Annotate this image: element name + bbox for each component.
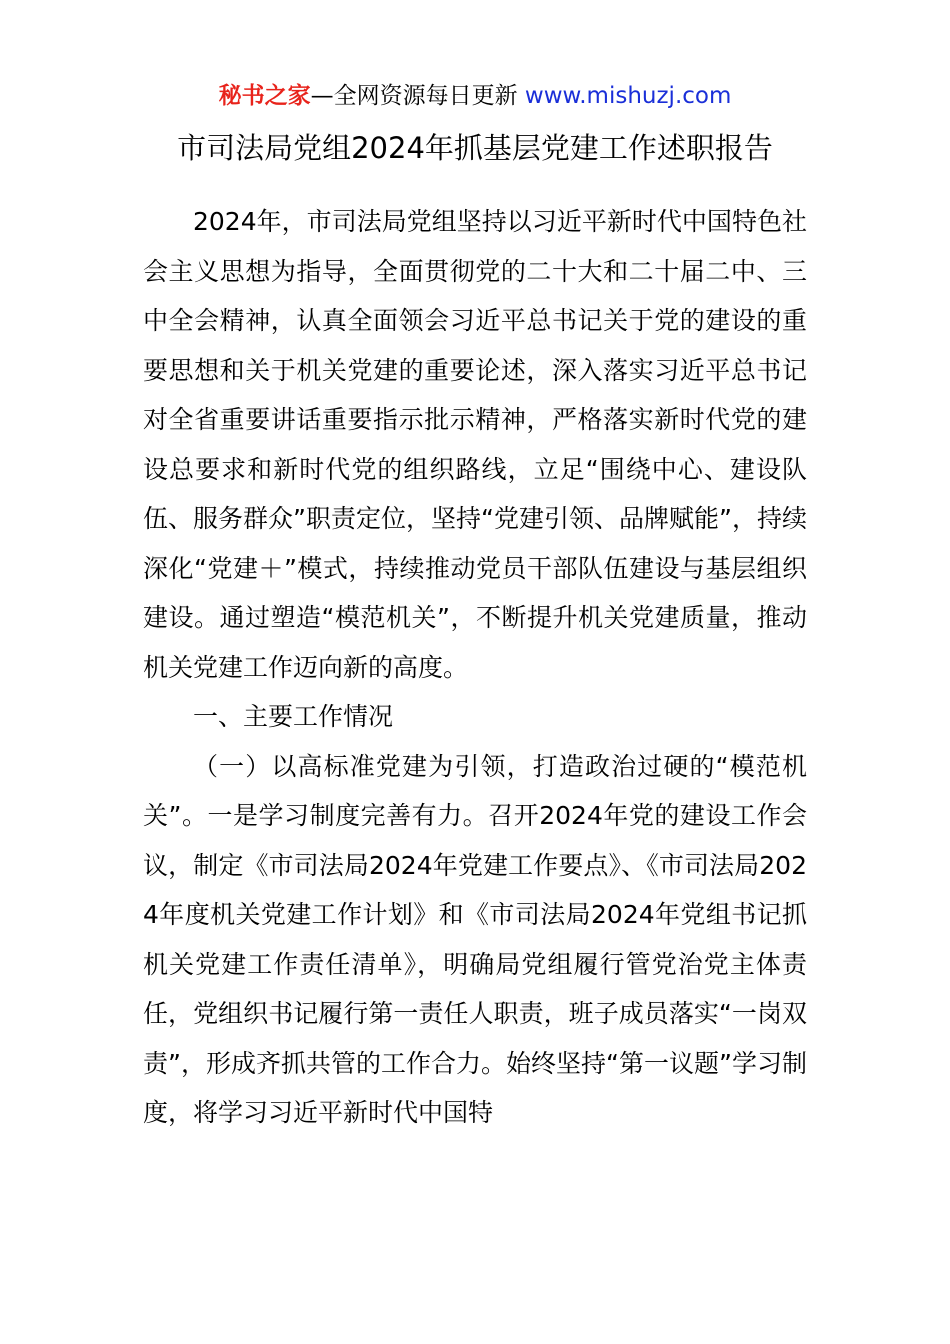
document-title: 市司法局党组2024年抓基层党建工作述职报告 [177, 131, 773, 165]
intro-paragraph: 2024年，市司法局党组坚持以习近平新时代中国特色社会主义思想为指导，全面贯彻党的二十大和二十届二中、三中全会精神，认真全面领会习近平总书记关于党的建设的重要思想和关于机关党建的重要论述，深入落实习近平总书记对全省重要讲话重要指示批示精神，严格落实新时代党的建设总要求和新时代党的组织路线，立足“围绕中心、建设队伍、服务群众”职责定位，坚持“党建引领、品牌赋能”，持续深化“党建＋”模式，持续推动党员干部队伍建设与基层组织建设。通过塑造“模范机关”，不断提升机关党建质量，推动机关党建工作迈向新的高度。 [143, 207, 807, 682]
document-body [143, 197, 807, 1138]
section-heading: 一、主要工作情况 [193, 702, 394, 731]
section-paragraph: （一）以高标准党建为引领，打造政治过硬的“模范机关”。一是学习制度完善有力。召开2024年党的建设工作会议，制定《市司法局2024年党建工作要点》、《市司法局2024年度机关党建工作计划》和《市司法局2024年党组书记抓机关党建工作责任清单》，明确局党组履行管党治党主体责任，党组织书记履行第一责任人职责，班子成员落实“一岗双责”，形成齐抓共管的工作合力。始终坚持“第一议题”学习制度，将学习习近平新时代中国特 [143, 751, 807, 1127]
site-slogan: —全网资源每日更新 [310, 83, 525, 109]
site-url[interactable]: www.mishuzj.com [524, 83, 732, 109]
site-brand: 秘书之家 [218, 83, 311, 109]
site-header [0, 80, 950, 112]
